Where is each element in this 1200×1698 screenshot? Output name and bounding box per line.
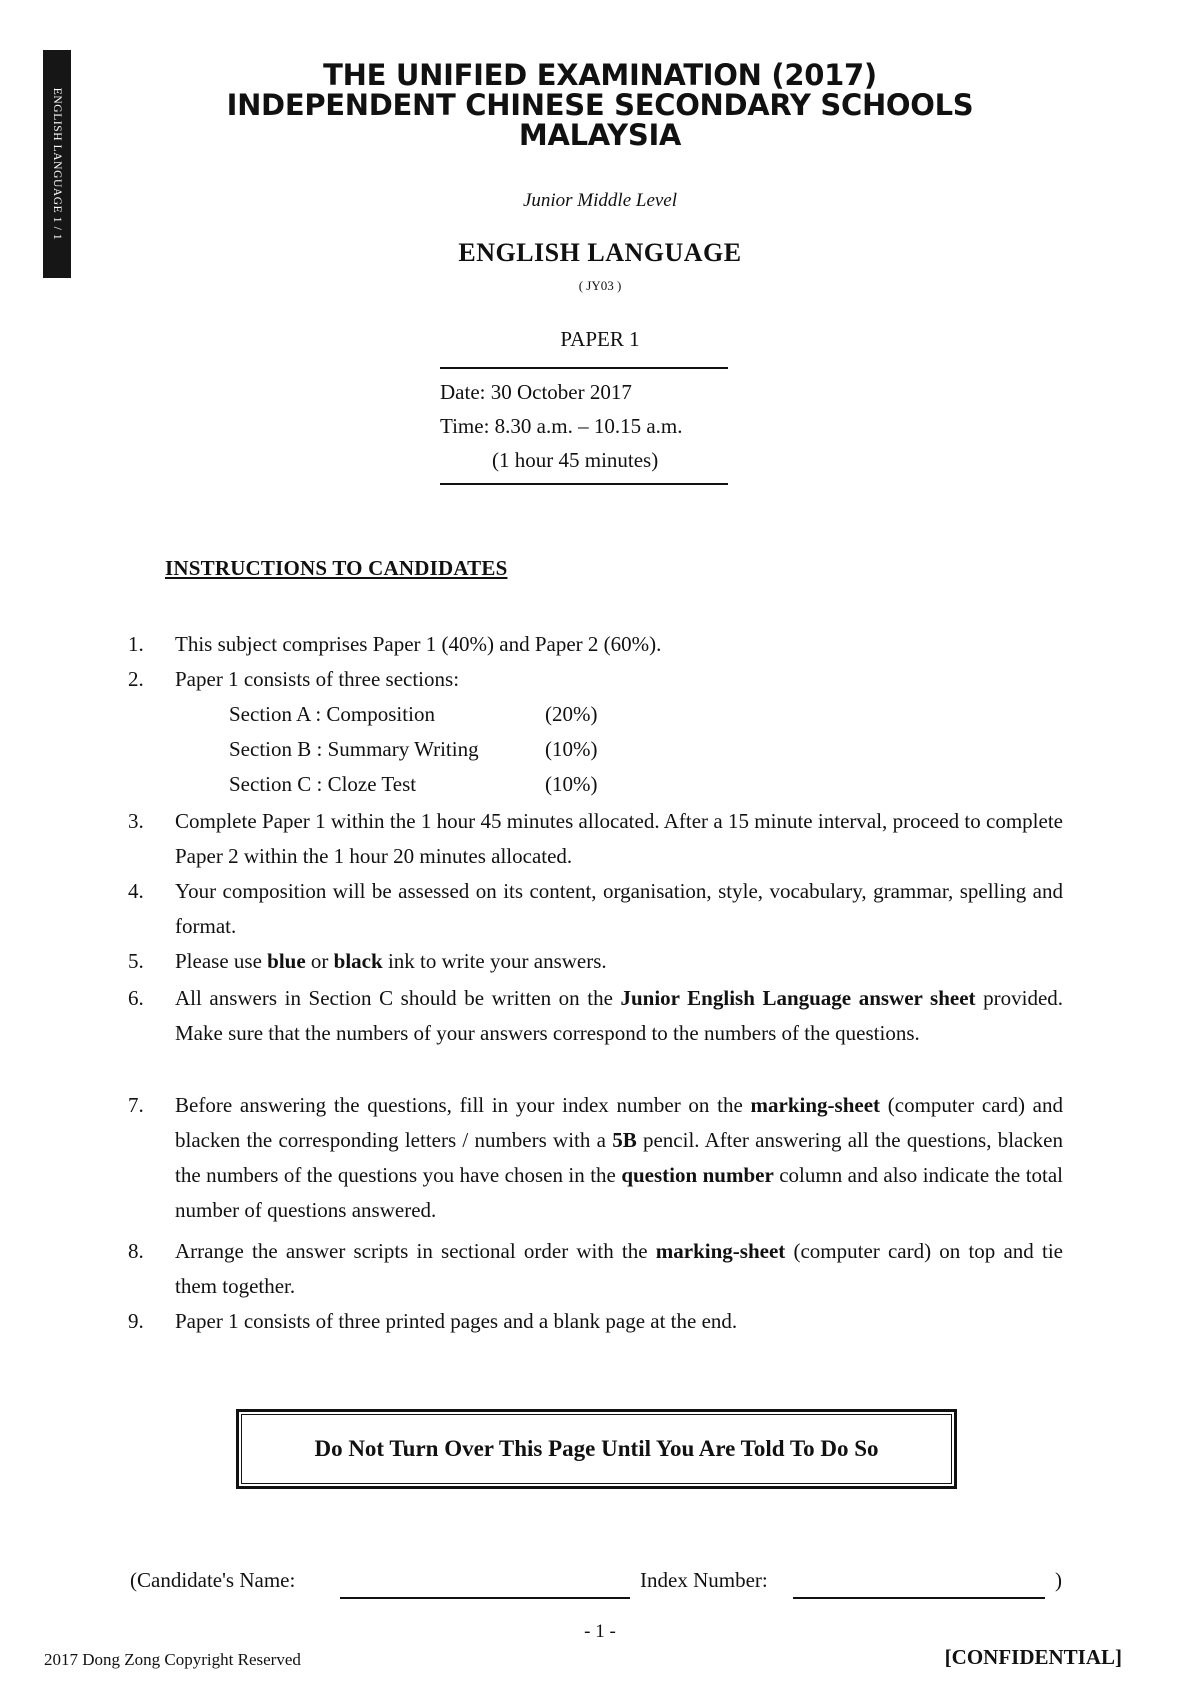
instruction-item [128, 944, 1063, 979]
instruction-item [128, 627, 1063, 662]
exam-date: Date: 30 October 2017 [440, 380, 632, 404]
item-text: This subject comprises Paper 1 (40%) and Paper 2 (60%). [175, 632, 662, 656]
exam-time: Time: 8.30 a.m. – 10.15 a.m. [440, 414, 683, 438]
level: Junior Middle Level [522, 190, 678, 211]
item-number: 9. [128, 1309, 144, 1333]
subject-title: ENGLISH LANGUAGE [458, 238, 742, 267]
item-number: 6. [128, 986, 144, 1010]
instruction-item [128, 981, 1063, 1051]
item-number: 1. [128, 632, 144, 656]
section-row [229, 767, 598, 802]
instruction-item [128, 1088, 1063, 1228]
notice-box [236, 1409, 957, 1489]
instruction-item [128, 662, 1063, 697]
instruction-item [128, 1304, 1063, 1339]
section-weight: (10%) [545, 737, 598, 761]
candidate-name-label: (Candidate's Name: [130, 1568, 296, 1592]
exam-info [440, 367, 728, 485]
title-line-1: THE UNIFIED EXAMINATION (2017) [323, 58, 877, 92]
section-row [229, 697, 598, 732]
confidential-label: [CONFIDENTIAL] [944, 1645, 1122, 1669]
item-number: 2. [128, 667, 144, 691]
section-weight: (10%) [545, 772, 598, 796]
item-text: Complete Paper 1 within the 1 hour 45 minutes allocated. After a 15 minute interval, proceed to complete Paper 2 within the 1 hour 20 minutes allocated. [175, 809, 1063, 868]
page-number: - 1 - [584, 1621, 616, 1642]
candidate-close-paren: ) [1055, 1568, 1062, 1592]
title-line-2: INDEPENDENT CHINESE SECONDARY SCHOOLS [226, 88, 974, 122]
section-row [229, 732, 598, 767]
item-number: 4. [128, 879, 144, 903]
item-number: 7. [128, 1093, 144, 1117]
item-text: Arrange the answer scripts in sectional order with the marking-sheet (computer card) on top and tie them together. [175, 1239, 1063, 1298]
section-label: Section C : Cloze Test [229, 772, 417, 796]
side-tab-label: ENGLISH LANGUAGE 1 / 1 [51, 87, 63, 241]
instructions-heading: INSTRUCTIONS TO CANDIDATES [165, 556, 508, 580]
item-text: All answers in Section C should be written on the Junior English Language answer sheet provided. Make sure that the numbers of your answers correspond to the numbers of the questions. [175, 986, 1064, 1045]
item-number: 5. [128, 949, 144, 973]
exam-title [0, 60, 1200, 150]
item-number: 8. [128, 1239, 144, 1263]
section-label: Section A : Composition [229, 702, 435, 726]
section-weight: (20%) [545, 702, 598, 726]
index-number-line[interactable] [793, 1597, 1045, 1599]
item-text: Paper 1 consists of three sections: [175, 667, 460, 691]
subject-code: ( JY03 ) [578, 278, 622, 293]
item-text: Please use blue or black ink to write your answers. [175, 949, 607, 973]
paper-label: PAPER 1 [560, 327, 640, 351]
copyright-notice: 2017 Dong Zong Copyright Reserved [44, 1650, 301, 1669]
instruction-item [128, 874, 1063, 944]
title-line-3: MALAYSIA [518, 118, 682, 152]
item-text: Your composition will be assessed on its content, organisation, style, vocabulary, grammar, spelling and format. [175, 879, 1063, 938]
index-number-label: Index Number: [640, 1568, 768, 1592]
instruction-item [128, 804, 1063, 874]
item-text: Before answering the questions, fill in your index number on the marking-sheet (computer card) and blacken the corresponding letters / numbers with a 5B pencil. After answering all the questions, blacken the numbers of the questions you have chosen in the question number column and also indicate the total number of questions answered. [175, 1093, 1064, 1222]
section-label: Section B : Summary Writing [229, 737, 479, 761]
item-number: 3. [128, 809, 144, 833]
candidate-name-line[interactable] [340, 1597, 630, 1599]
item-text: Paper 1 consists of three printed pages and a blank page at the end. [175, 1309, 738, 1333]
instruction-item [128, 1234, 1063, 1304]
exam-duration: (1 hour 45 minutes) [492, 448, 659, 472]
notice-text: Do Not Turn Over This Page Until You Are Told To Do So [314, 1436, 879, 1461]
